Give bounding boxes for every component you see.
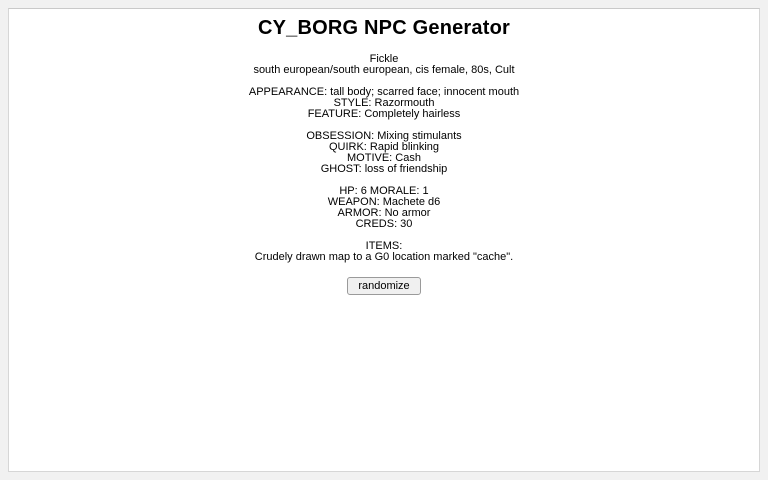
npc-items-description: Crudely drawn map to a G0 location marked "cache". (254, 251, 514, 263)
npc-name: Fickle (369, 53, 399, 65)
npc-obsession: OBSESSION: Mixing stimulants (306, 130, 462, 142)
npc-demographics: south european/south european, cis female, 80s, Cult (253, 64, 515, 76)
npc-creds: CREDS: 30 (355, 218, 413, 230)
npc-hp-morale: HP: 6 MORALE: 1 (339, 185, 429, 197)
npc-armor: ARMOR: No armor (337, 207, 431, 219)
page-title: CY_BORG NPC Generator (257, 17, 511, 39)
npc-quirk: QUIRK: Rapid blinking (328, 141, 440, 153)
npc-personality-section (9, 131, 759, 175)
npc-ghost: GHOST: loss of friendship (320, 163, 448, 175)
npc-items-section (9, 241, 759, 263)
npc-motive: MOTIVE: Cash (347, 152, 421, 164)
randomize-button[interactable]: randomize (347, 277, 420, 295)
npc-looks-section (9, 87, 759, 120)
npc-identity-section (9, 54, 759, 76)
npc-feature: FEATURE: Completely hairless (307, 108, 461, 120)
npc-stats-section (9, 186, 759, 230)
npc-style: STYLE: Razormouth (333, 97, 435, 109)
npc-items-header: ITEMS: (365, 240, 403, 252)
npc-generator-panel (8, 8, 760, 472)
npc-weapon: WEAPON: Machete d6 (327, 196, 441, 208)
npc-appearance: APPEARANCE: tall body; scarred face; innocent mouth (248, 86, 520, 98)
randomize-button-row (9, 276, 759, 295)
